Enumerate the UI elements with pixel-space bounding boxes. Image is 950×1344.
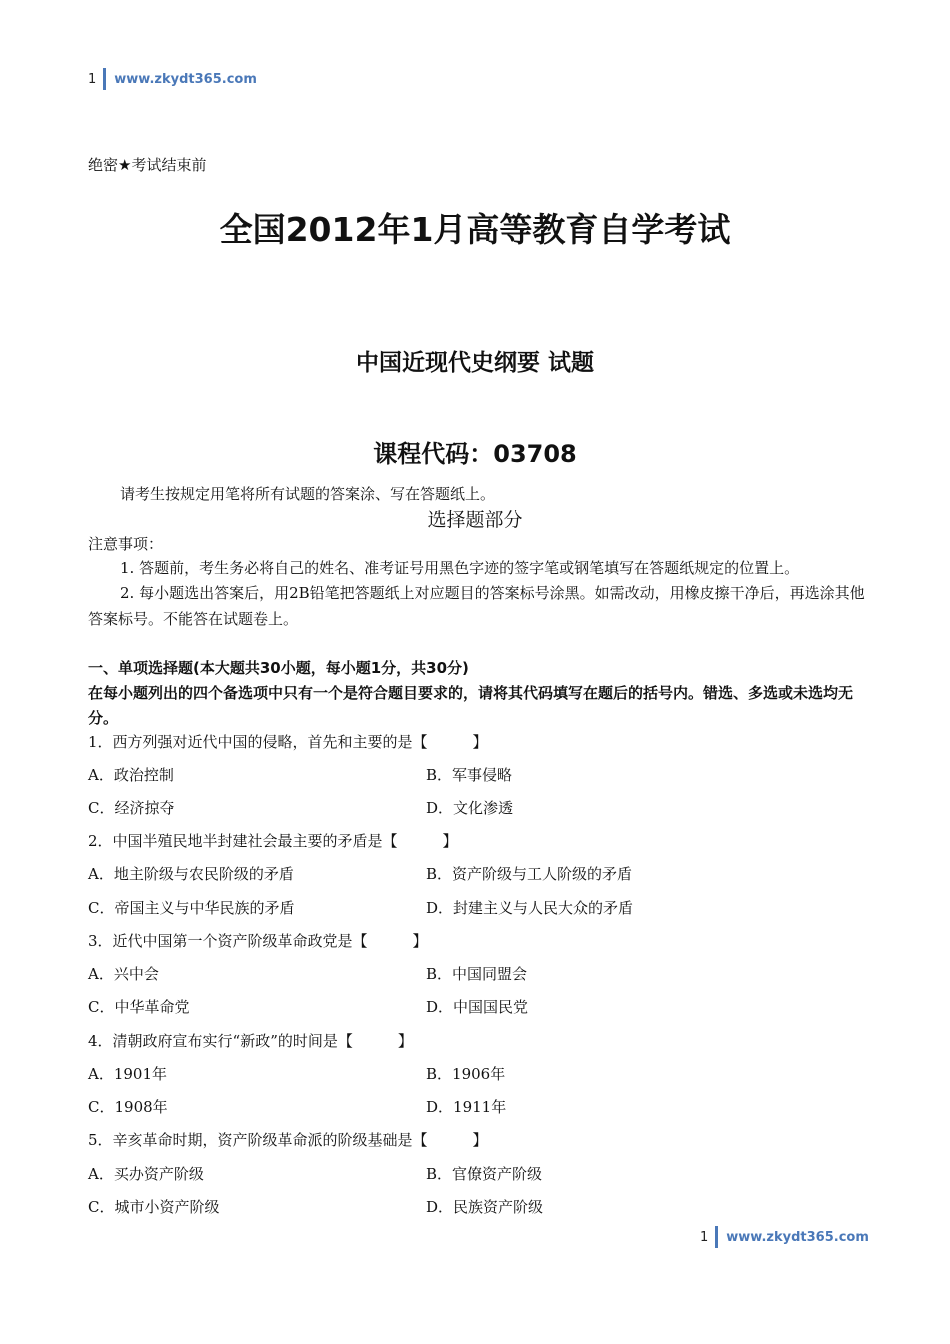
exam-title: 全国2012年1月高等教育自学考试 [219, 210, 731, 249]
footer-page-number: 1 [700, 1229, 709, 1245]
question-2-option-c: C．帝国主义与中华民族的矛盾 [88, 899, 295, 917]
question-5-option-d: D．民族资产阶级 [426, 1198, 544, 1216]
question-1-option-a: A．政治控制 [88, 766, 174, 784]
part-title: 一、单项选择题(本大题共30小题，每小题1分，共30分) [88, 659, 469, 677]
notice-title: 注意事项： [88, 535, 164, 553]
question-5-stem: 5．辛亥革命时期，资产阶级革命派的阶级基础是【 】 [88, 1131, 488, 1149]
question-5-option-c: C．城市小资产阶级 [88, 1198, 220, 1216]
question-2-option-a: A．地主阶级与农民阶级的矛盾 [88, 865, 294, 883]
page-header [88, 68, 257, 90]
section-title: 选择题部分 [427, 509, 523, 531]
footer-divider [715, 1226, 718, 1248]
header-site-link[interactable]: www.zkydt365.com [114, 71, 257, 87]
question-3-option-a: A．兴中会 [88, 965, 159, 983]
question-4-option-c: C．1908年 [88, 1098, 168, 1116]
question-3-option-c: C．中华革命党 [88, 998, 190, 1016]
question-4-option-d: D．1911年 [426, 1098, 507, 1116]
secret-label: 绝密★考试结束前 [88, 156, 207, 174]
question-1-option-b: B．军事侵略 [426, 766, 513, 784]
question-3-option-d: D．中国国民党 [426, 998, 529, 1016]
question-3-option-b: B．中国同盟会 [426, 965, 528, 983]
question-4-option-a: A．1901年 [88, 1065, 168, 1083]
question-3-stem: 3．近代中国第一个资产阶级革命政党是【 】 [88, 932, 428, 950]
page-footer [700, 1226, 869, 1248]
question-2-option-b: B．资产阶级与工人阶级的矛盾 [426, 865, 633, 883]
footer-site-link[interactable]: www.zkydt365.com [726, 1229, 869, 1245]
header-divider [103, 68, 106, 90]
question-2-stem: 2．中国半殖民地半封建社会最主要的矛盾是【 】 [88, 832, 458, 850]
notice-item-2: 2. 每小题选出答案后，用2B铅笔把答题纸上对应题目的答案标号涂黑。如需改动，用橡皮擦干净后，再选涂其他答案标号。不能答在试题卷上。 [88, 584, 865, 628]
notice-item-1: 1. 答题前，考生务必将自己的姓名、准考证号用黑色字迹的签字笔或钢笔填写在答题纸规定的位置上。 [120, 559, 800, 577]
part-description: 在每小题列出的四个备选项中只有一个是符合题目要求的，请将其代码填写在题后的括号内。错选、多选或未选均无分。 [88, 684, 854, 727]
header-page-number: 1 [88, 71, 97, 87]
question-2-option-d: D．封建主义与人民大众的矛盾 [426, 899, 634, 917]
subject-title: 中国近现代史纲要 试题 [355, 350, 594, 376]
question-5-option-b: B．官僚资产阶级 [426, 1165, 543, 1183]
question-4-option-b: B．1906年 [426, 1065, 506, 1083]
question-1-stem: 1．西方列强对近代中国的侵略，首先和主要的是【 】 [88, 733, 488, 751]
question-1-option-c: C．经济掠夺 [88, 799, 175, 817]
question-4-stem: 4．清朝政府宣布实行“新政”的时间是【 】 [88, 1032, 413, 1050]
question-5-option-a: A．买办资产阶级 [88, 1165, 204, 1183]
course-code: 课程代码：03708 [373, 440, 577, 468]
instruction-text: 请考生按规定用笔将所有试题的答案涂、写在答题纸上。 [120, 485, 496, 503]
question-1-option-d: D．文化渗透 [426, 799, 514, 817]
